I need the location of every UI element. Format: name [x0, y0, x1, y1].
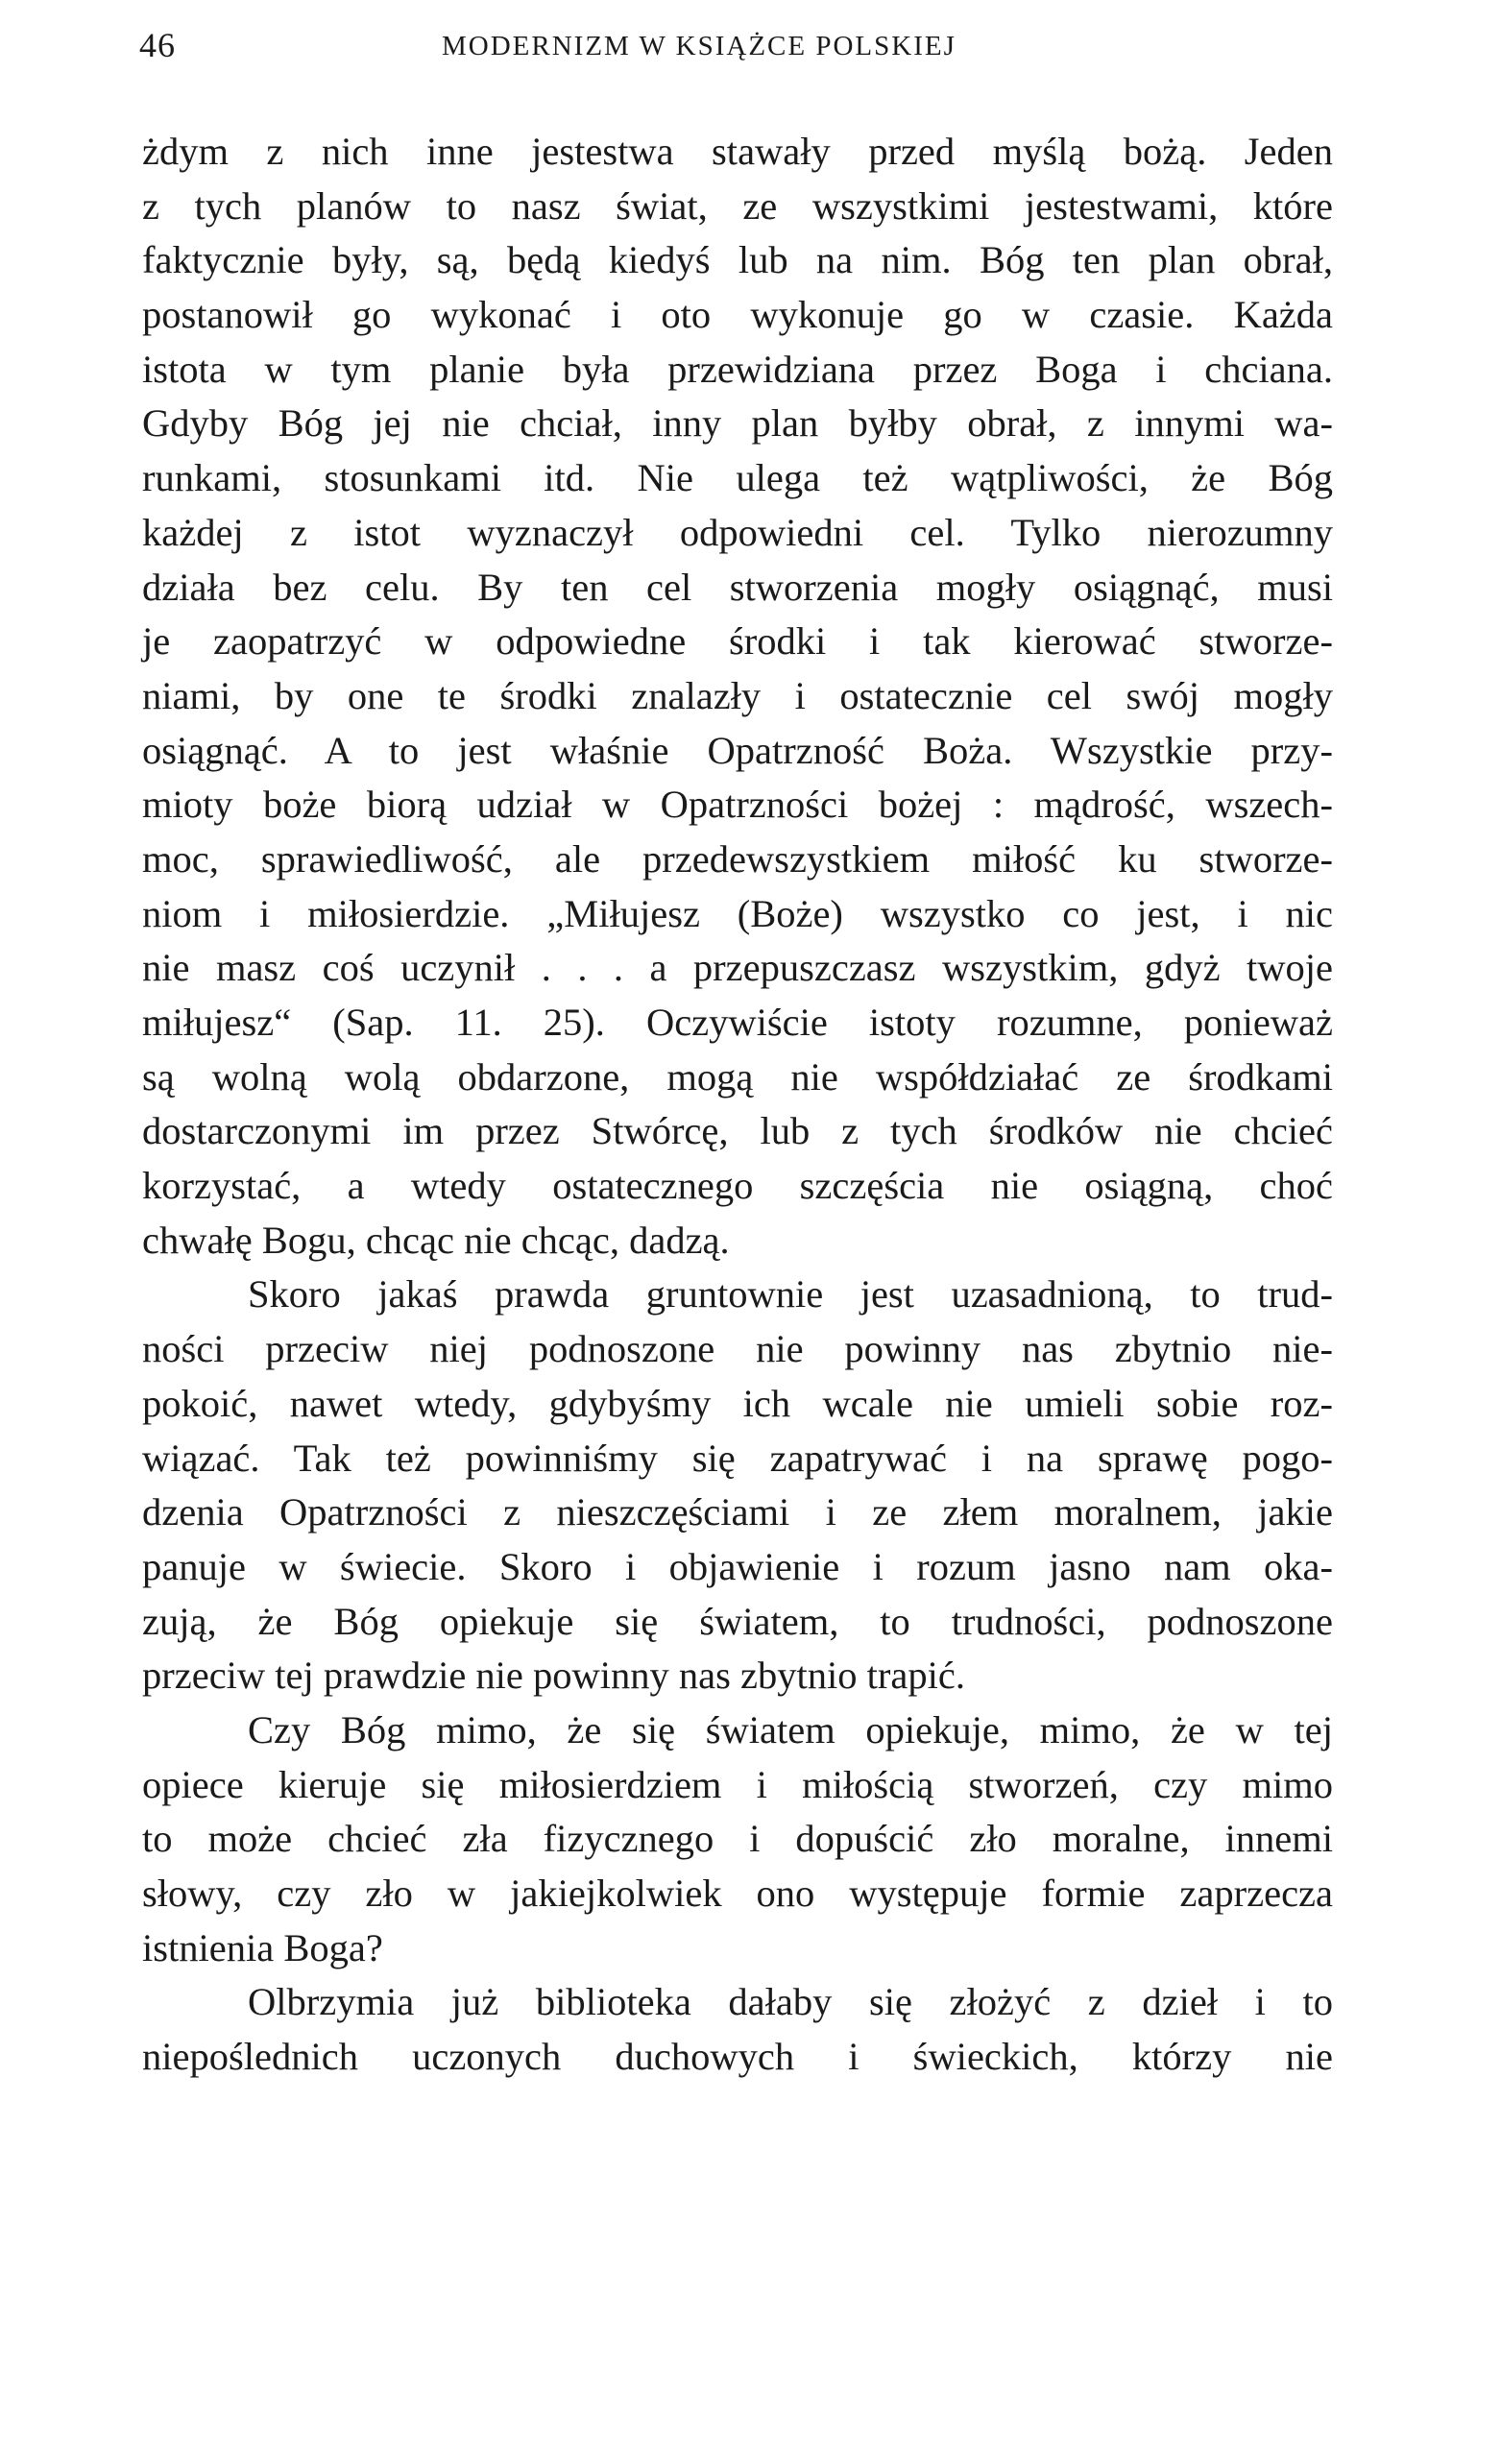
- text-line: runkami, stosunkami itd. Nie ulega też wątpliwości, że Bóg: [142, 456, 1333, 500]
- text-line: ności przeciw niej podnoszone nie powinny nas zbytnio nie-: [142, 1327, 1333, 1371]
- text-line: Skoro jakaś prawda gruntownie jest uzasadnioną, to trud-: [248, 1272, 1333, 1317]
- text-line: korzystać, a wtedy ostatecznego szczęścia nie osiągną, choć: [142, 1164, 1333, 1208]
- text-line: dostarczonymi im przez Stwórcę, lub z tych środków nie chcieć: [142, 1109, 1333, 1153]
- text-line: każdej z istot wyznaczył odpowiedni cel. Tylko nierozumny: [142, 510, 1333, 554]
- text-line: Gdyby Bóg jej nie chciał, inny plan byłby obrał, z innymi wa-: [142, 401, 1333, 446]
- text-line: faktycznie były, są, będą kiedyś lub na nim. Bóg ten plan obrał,: [142, 238, 1333, 282]
- text-line: Czy Bóg mimo, że się światem opiekuje, mimo, że w tej: [248, 1707, 1333, 1751]
- text-line: pokoić, nawet wtedy, gdybyśmy ich wcale nie umieli sobie roz-: [142, 1381, 1333, 1425]
- text-line: to może chcieć zła fizycznego i dopuścić zło moralne, innemi: [142, 1817, 1333, 1861]
- text-line: mioty boże biorą udział w Opatrzności bożej : mądrość, wszech-: [142, 783, 1333, 827]
- text-line: nie masz coś uczynił . . . a przepuszczasz wszystkim, gdyż twoje: [142, 946, 1333, 990]
- text-line: działa bez celu. By ten cel stworzenia mogły osiągnąć, musi: [142, 565, 1333, 609]
- text-line: wiązać. Tak też powinniśmy się zapatrywać i na sprawę pogo-: [142, 1436, 1333, 1480]
- page-number: 46: [139, 26, 176, 64]
- text-line: zują, że Bóg opiekuje się światem, to trudności, podnoszone: [142, 1599, 1333, 1643]
- text-line: przeciw tej prawdzie nie powinny nas zbytnio trapić.: [142, 1654, 965, 1698]
- text-line: Olbrzymia już biblioteka dałaby się złożyć z dzieł i to: [248, 1980, 1333, 2024]
- text-line: żdym z nich inne jestestwa stawały przed myślą bożą. Jeden: [142, 130, 1333, 173]
- text-line: je zaopatrzyć w odpowiedne środki i tak kierować stworze-: [142, 619, 1333, 664]
- text-line: dzenia Opatrzności z nieszczęściami i ze złem moralnem, jakie: [142, 1490, 1333, 1534]
- text-line: niepoślednich uczonych duchowych i świeckich, którzy nie: [142, 2035, 1333, 2079]
- text-line: z tych planów to nasz świat, ze wszystkimi jestestwami, które: [142, 183, 1333, 228]
- text-line: moc, sprawiedliwość, ale przedewszystkiem miłość ku stworze-: [142, 836, 1333, 881]
- page-header: [125, 21, 1335, 79]
- text-line: miłujesz“ (Sap. 11. 25). Oczywiście istoty rozumne, ponieważ: [142, 1001, 1333, 1044]
- text-line: postanowił go wykonać i oto wykonuje go w czasie. Każda: [142, 293, 1333, 337]
- text-line: opiece kieruje się miłosierdziem i miłością stworzeń, czy mimo: [142, 1762, 1333, 1806]
- body-text: [142, 125, 1333, 2085]
- running-title: MODERNIZM W KSIĄŻCE POLSKIEJ: [442, 31, 956, 61]
- text-line: niami, by one te środki znalazły i ostatecznie cel swój mogły: [142, 673, 1333, 717]
- text-line: niom i miłosierdzie. „Miłujesz (Boże) wszystko co jest, i nic: [142, 891, 1333, 935]
- text-line: osiągnąć. A to jest właśnie Opatrzność Boża. Wszystkie przy-: [142, 728, 1333, 772]
- text-line: istota w tym planie była przewidziana przez Boga i chciana.: [142, 347, 1333, 391]
- text-line: słowy, czy zło w jakiejkolwiek ono występuje formie zaprzecza: [142, 1872, 1333, 1915]
- text-line: panuje w świecie. Skoro i objawienie i rozum jasno nam oka-: [142, 1544, 1333, 1588]
- text-line: są wolną wolą obdarzone, mogą nie współdziałać ze środkami: [142, 1054, 1333, 1099]
- text-line: istnienia Boga?: [142, 1925, 383, 1969]
- text-line: chwałę Bogu, chcąc nie chcąc, dadzą.: [142, 1218, 730, 1262]
